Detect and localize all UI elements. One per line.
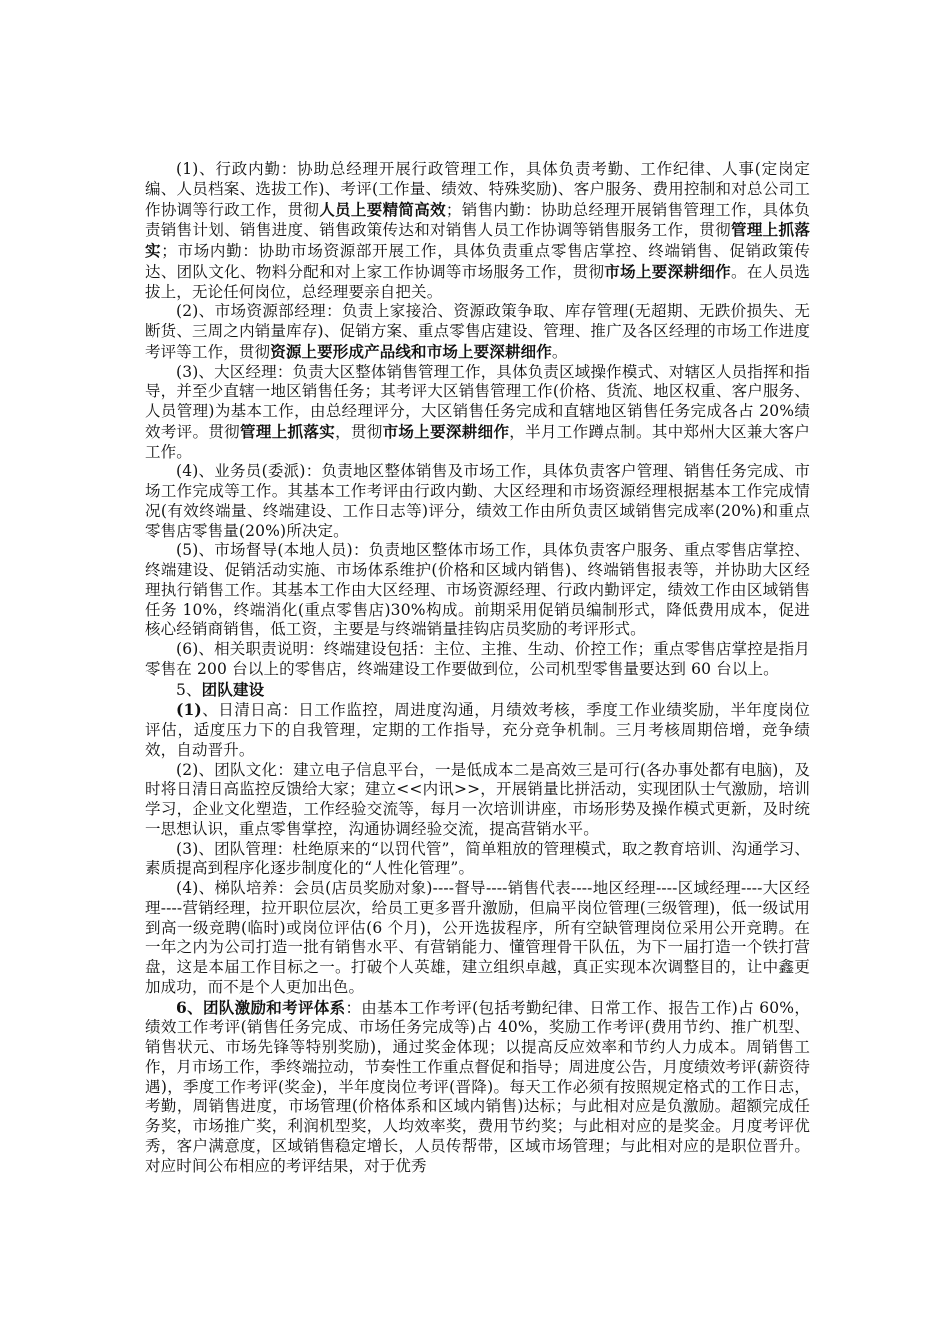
bold-run: (1) xyxy=(176,700,202,720)
text-run: 。 xyxy=(551,342,568,361)
paragraph-market-resource-manager xyxy=(145,302,810,362)
bold-run: 市场上要深耕细作 xyxy=(382,421,510,441)
paragraph-talent-pipeline xyxy=(145,879,810,998)
text-run: (4)、业务员(委派)：负责地区整体销售及市场工作，具体负责客户管理、销售任务完成、市场工作完成等工作。其基本工作考评由行政内勤、大区经理和市场资源经理根据基本工作完成情况(有效终端量、终端建设、工作日志等)评分，绩效工作由所负责区域销售完成率(20%)和重点零售店零售量(20%)所决定。 xyxy=(145,462,810,540)
bold-run: 市场上要深耕细作 xyxy=(604,261,731,281)
paragraph-daily-improvement xyxy=(145,700,810,760)
text-run: (4)、梯队培养：会员(店员奖励对象)----督导----销售代表----地区经理----区域经理----大区经理----营销经理，拉开职位层次，给员工更多晋升激励，但扁平岗位管理(三级管理)，低一级试用到高一级竞聘(临时)或岗位评估(6 个月)，公开选拔程序，所有空缺管理岗位采用公开竞聘。在一年之内为公司打造一批有销售水平、有营销能力、懂管理骨干队伍，为下一届打造一个铁打营盘，这是本届工作目标之一。打破个人英雄，建立组织卓越，真正实现本次调整目的，让中鑫更加成功，而不是个人更加出色。 xyxy=(145,879,810,996)
text-run: (6)、相关职责说明：终端建设包括：主位、主推、生动、价控工作；重点零售店掌控是指月零售在 200 台以上的零售店，终端建设工作要做到位，公司机型零售量要达到 60 台以上。 xyxy=(145,640,810,678)
paragraph-duty-notes xyxy=(145,640,810,680)
bold-run: 管理上抓落实 xyxy=(240,421,336,441)
bold-run: 6、团队激励和考评体系 xyxy=(176,997,346,1017)
paragraph-admin-duties xyxy=(145,160,810,302)
text-run: (3)、大区经理：负责大区整体销售管理工作，具体负责区域操作模式、对辖区人员指挥和指导，并至少直辖一地区销售任务；其考评大区销售管理工作(价格、货流、地区权重、客户服务、人员管理)为基本工作，由总经理评分，大区销售任务完成和直辖地区销售任务完成各占 20%绩效考评。贯彻 xyxy=(145,362,810,441)
text-run: (2)、市场资源部经理：负责上家接洽、资源政策争取、库存管理(无超期、无跌价损失、无断货、三周之内销量库存)、促销方案、重点零售店建设、管理、推广及各区经理的市场工作进度考评等工作，贯彻 xyxy=(145,302,810,361)
paragraph-region-manager xyxy=(145,363,810,463)
document-body xyxy=(145,160,810,1176)
text-run: (5)、市场督导(本地人员)：负责地区整体市场工作，具体负责客户服务、重点零售店掌控、终端建设、促销活动实施、市场体系维护(价格和区域内销售)、终端销售报表等，并协助大区经理执行销售工作。其基本工作由大区经理、市场资源经理、行政内勤评定，绩效工作由区域销售任务 10%，终端消化(重点零售店)30%构成。前期采用促销员编制形式，降低费用成本，促进核心经销商销售，低工资，主要是与终端销量挂钩店员奖励的考评形式。 xyxy=(145,541,810,639)
text-run: 。在人员选拔上，无论任何岗位，总经理要亲自把关。 xyxy=(145,262,810,301)
text-run: (2)、团队文化：建立电子信息平台，一是低成本二是高效三是可行(各办事处都有电脑)，及时将日清日高监控反馈给大家；建立<<内讯>>，开展销量比拼活动，实现团队士气激励，培训学习，企业文化塑造，工作经验交流等，每月一次培训讲座，市场形势及操作模式更新，及时统一思想认识，重点零售掌控，沟通协调经验交流，提高营销水平。 xyxy=(145,760,810,838)
bold-run: 管理上抓落实 xyxy=(145,220,810,260)
paragraph-salesperson xyxy=(145,462,810,541)
bold-run: 资源上要形成产品线和市场上要深耕细作 xyxy=(270,341,552,361)
text-run: ，贯彻 xyxy=(335,422,383,441)
text-run: 5、 xyxy=(176,680,202,699)
bold-run: 团队建设 xyxy=(201,679,265,699)
paragraph-team-culture xyxy=(145,761,810,840)
section-heading-team-building xyxy=(145,680,810,701)
bold-run: 人员上要精简高效 xyxy=(319,199,446,219)
text-run: ；销售内勤：协助总经理开展销售管理工作，具体负责销售计划、销售进度、销售政策传达和对销售人员工作协调等销售服务工作，贯彻 xyxy=(145,200,810,240)
text-run: ，半月工作蹲点制。其中郑州大区兼大客户工作。 xyxy=(145,422,811,461)
text-run: (3)、团队管理：杜绝原来的“以罚代管”，简单粗放的管理模式，取之教育培训、沟通学习、素质提高到程序化逐步制度化的“人性化管理”。 xyxy=(145,839,810,878)
text-run: (1)、行政内勤：协助总经理开展行政管理工作，具体负责考勤、工作纪律、人事(定岗定编、人员档案、选拔工作)、考评(工作量、绩效、特殊奖励)、客户服务、费用控制和对总公司工作协调等行政工作，贯彻 xyxy=(145,160,810,219)
paragraph-incentive-system xyxy=(145,998,810,1177)
text-run: 、日清日高：日工作监控，周进度沟通，月绩效考核，季度工作业绩奖励，半年度岗位评估，适度压力下的自我管理，定期的工作指导，充分竞争机制。三月考核周期倍增，竞争绩效，自动晋升。 xyxy=(145,701,810,759)
paragraph-team-management xyxy=(145,840,810,880)
text-run: ；市场内勤：协助市场资源部开展工作，具体负责重点零售店掌控、终端销售、促销政策传达、团队文化、物料分配和对上家工作协调等市场服务工作，贯彻 xyxy=(145,242,810,281)
paragraph-market-supervisor xyxy=(145,541,810,640)
text-run: ：由基本工作考评(包括考勤纪律、日常工作、报告工作)占 60%，绩效工作考评(销售任务完成、市场任务完成等)占 40%，奖励工作考评(费用节约、推广机型、销售状元、市场先锋等特别奖励)，通过奖金体现；以提高反应效率和节约人力成本。周销售工作，月市场工作，季终端拉动，节奏性工作重点督促和指导；周进度公告，月度绩效考评(薪资待遇)，季度工作考评(奖金)，半年度岗位考评(晋降)。每天工作必须有按照规定格式的工作日志，考勤，周销售进度，市场管理(价格体系和区域内销售)达标；与此相对应是负激励。超额完成任务奖，市场推广奖，利润机型奖，人均效率奖，费用节约奖；与此相对应的是奖金。月度考评优秀，客户满意度，区域销售稳定增长，人员传帮带，区域市场管理；与此相对应的是职位晋升。对应时间公布相应的考评结果，对于优秀 xyxy=(145,998,811,1175)
